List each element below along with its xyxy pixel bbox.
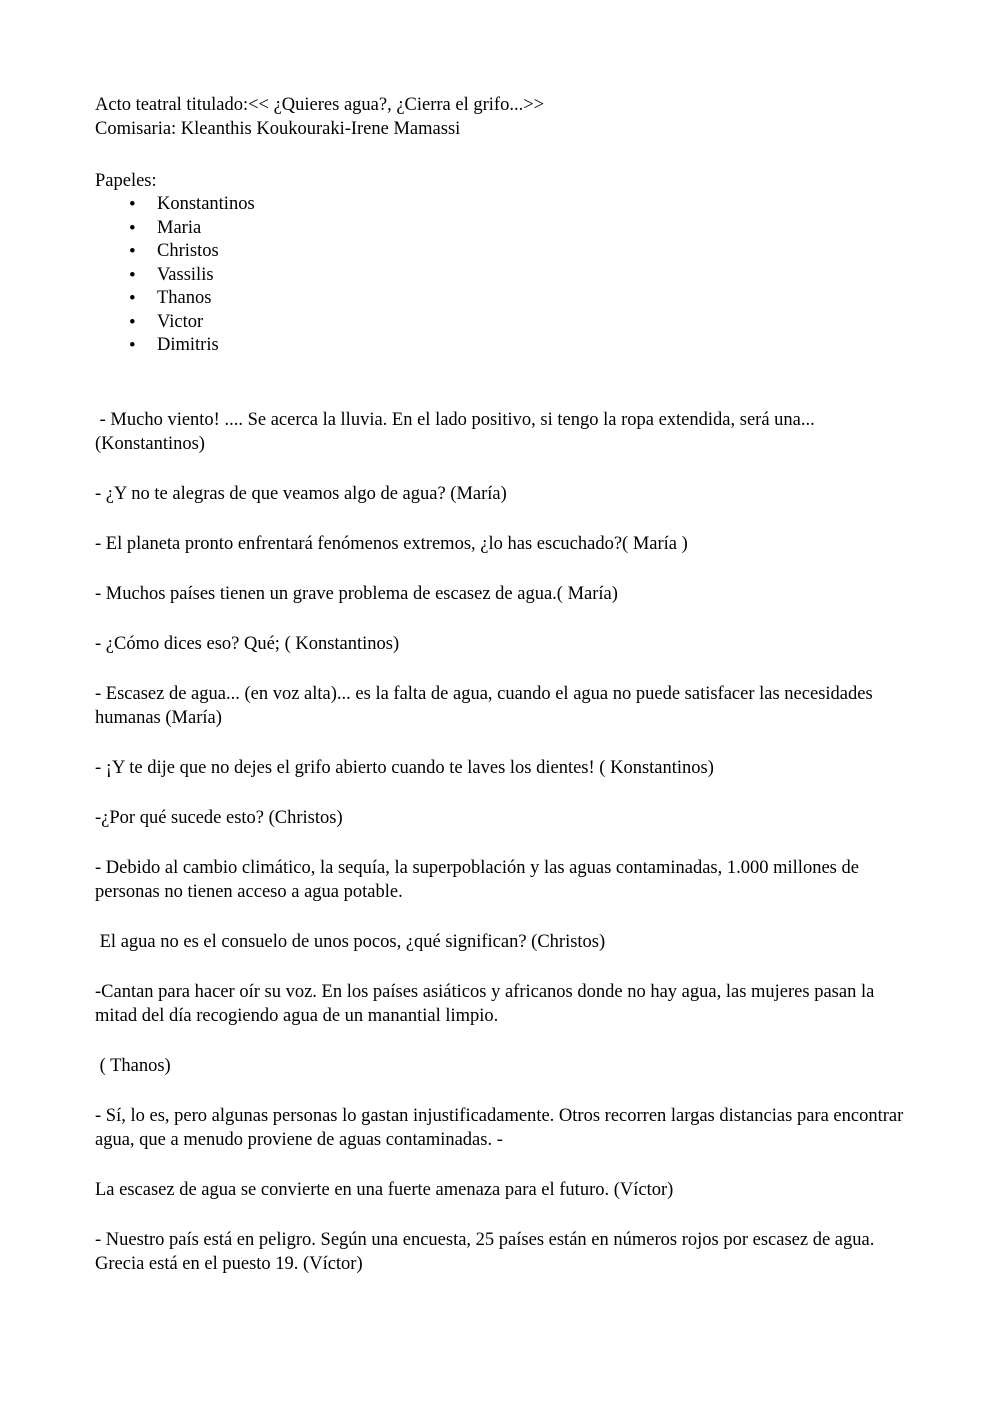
role-item: • Maria	[95, 217, 907, 241]
curator-line: Comisaria: Kleanthis Koukouraki-Irene Mamassi	[95, 119, 461, 139]
dialogue-line: - Escasez de agua... (en voz alta)... es la falta de agua, cuando el agua no puede satisfacer las necesidades humanas (María)	[95, 683, 878, 728]
dialogue-line: - ¡Y te dije que no dejes el grifo abierto cuando te laves los dientes! ( Konstantinos)	[95, 757, 714, 778]
dialogue-line: El agua no es el consuelo de unos pocos, ¿qué significan? (Christos)	[95, 931, 606, 952]
dialogue-line: - Mucho viento! .... Se acerca la lluvia. En el lado positivo, si tengo la ropa extendida, será una... (Konstantinos)	[95, 409, 820, 454]
document-title: Acto teatral titulado:<< ¿Quieres agua?, ¿Cierra el grifo...>>	[95, 95, 545, 115]
roles-list	[95, 193, 907, 358]
dialogue-line: - Debido al cambio climático, la sequía, la superpoblación y las aguas contaminadas, 1.000 millones de personas no tienen acceso a agua potable.	[95, 857, 864, 902]
role-item: • Victor	[95, 311, 907, 335]
role-item: • Thanos	[95, 287, 907, 311]
role-item: • Konstantinos	[95, 193, 907, 217]
dialogue-line: - Muchos países tienen un grave problema de escasez de agua.( María)	[95, 583, 618, 604]
dialogue-line: - El planeta pronto enfrentará fenómenos extremos, ¿lo has escuchado?( María )	[95, 533, 688, 554]
dialogue-line: - ¿Cómo dices eso? Qué; ( Konstantinos)	[95, 633, 400, 654]
dialogue-line: - Nuestro país está en peligro. Según una encuesta, 25 países están en números rojos por escasez de agua. Grecia está en el puesto 19. (Víctor)	[95, 1229, 879, 1274]
dialogue-line: - Sí, lo es, pero algunas personas lo gastan injustificadamente. Otros recorren largas distancias para encontrar agua, que a menudo proviene de aguas contaminadas. -	[95, 1105, 908, 1150]
dialogue-section	[95, 408, 907, 1276]
dialogue-line: -Cantan para hacer oír su voz. En los países asiáticos y africanos donde no hay agua, las mujeres pasan la mitad del día recogiendo agua de un manantial limpio.	[95, 981, 879, 1026]
role-item: • Vassilis	[95, 264, 907, 288]
dialogue-line: -¿Por qué sucede esto? (Christos)	[95, 807, 343, 828]
role-item: • Dimitris	[95, 334, 907, 358]
dialogue-line: La escasez de agua se convierte en una fuerte amenaza para el futuro. (Víctor)	[95, 1179, 674, 1200]
role-item: • Christos	[95, 240, 907, 264]
dialogue-line: ( Thanos)	[95, 1055, 171, 1076]
dialogue-line: - ¿Y no te alegras de que veamos algo de agua? (María)	[95, 483, 507, 504]
roles-heading: Papeles:	[95, 171, 157, 191]
